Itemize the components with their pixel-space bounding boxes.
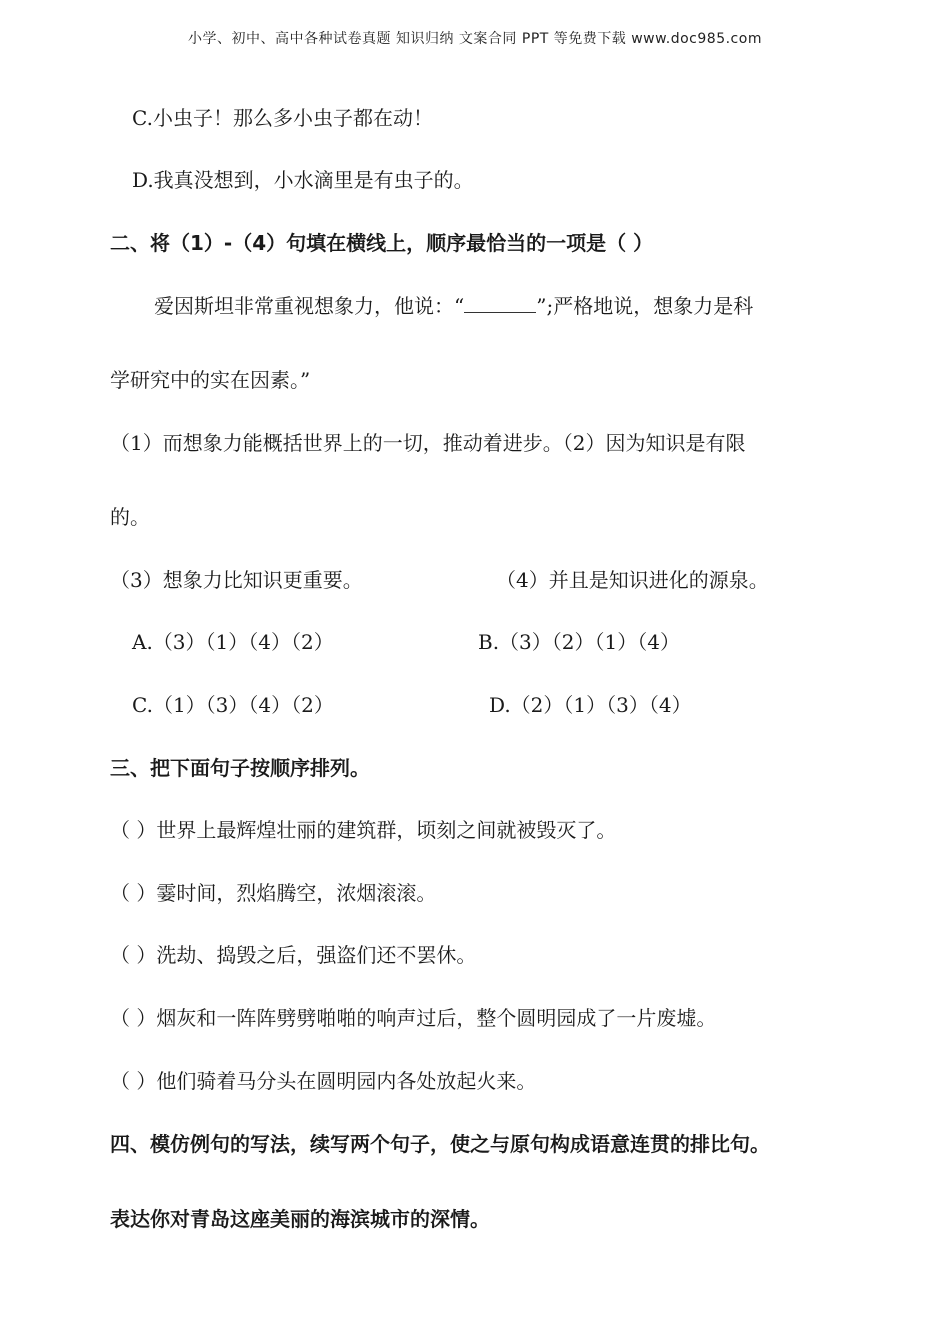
order-item-3: （ ）洗劫、捣毁之后，强盗们还不罢休。 xyxy=(110,943,477,967)
section4-title: 四、模仿例句的写法，续写两个句子，使之与原句构成语意连贯的排比句。 xyxy=(110,1132,770,1156)
option-d: D.我真没想到，小水滴里是有虫子的。 xyxy=(132,168,474,192)
order-item-5: （ ）他们骑着马分头在圆明园内各处放起火来。 xyxy=(110,1069,537,1093)
order-item-1: （ ）世界上最辉煌壮丽的建筑群，顷刻之间就被毁灭了。 xyxy=(110,818,617,842)
fill-blank xyxy=(464,294,536,313)
choice-c: C.（1）（3）（4）（2） xyxy=(132,693,334,717)
option-c: C.小虫子！那么多小虫子都在动！ xyxy=(132,106,433,130)
sentence-3: （3）想象力比知识更重要。 xyxy=(110,568,363,592)
sentence-4: （4）并且是知识进化的源泉。 xyxy=(496,568,769,592)
order-item-4: （ ）烟灰和一阵阵劈劈啪啪的响声过后，整个圆明园成了一片废墟。 xyxy=(110,1006,717,1030)
sentences-1-2: （1）而想象力能概括世界上的一切，推动着进步。（2）因为知识是有限 xyxy=(110,431,746,455)
section2-title: 二、将（1）-（4）句填在横线上，顺序最恰当的一项是（ ） xyxy=(110,231,654,255)
passage-line2: 学研究中的实在因素。” xyxy=(110,368,311,392)
section3-title: 三、把下面句子按顺序排列。 xyxy=(110,756,370,780)
choice-d: D.（2）（1）（3）（4） xyxy=(489,693,692,717)
choice-a: A.（3）（1）（4）（2） xyxy=(132,630,334,654)
passage-part2: ”;严格地说，想象力是科 xyxy=(536,294,754,318)
sentences-1-2-cont: 的。 xyxy=(110,505,150,529)
section4-subtitle: 表达你对青岛这座美丽的海滨城市的深情。 xyxy=(110,1207,490,1231)
passage-line1 xyxy=(154,292,753,320)
page-header: 小学、初中、高中各种试卷真题 知识归纳 文案合同 PPT 等免费下载 www.doc985.com xyxy=(188,31,762,47)
choice-b: B.（3）（2）（1）（4） xyxy=(478,630,680,654)
passage-part1: 爱因斯坦非常重视想象力，他说：“ xyxy=(154,294,465,318)
order-item-2: （ ）霎时间，烈焰腾空，浓烟滚滚。 xyxy=(110,881,437,905)
